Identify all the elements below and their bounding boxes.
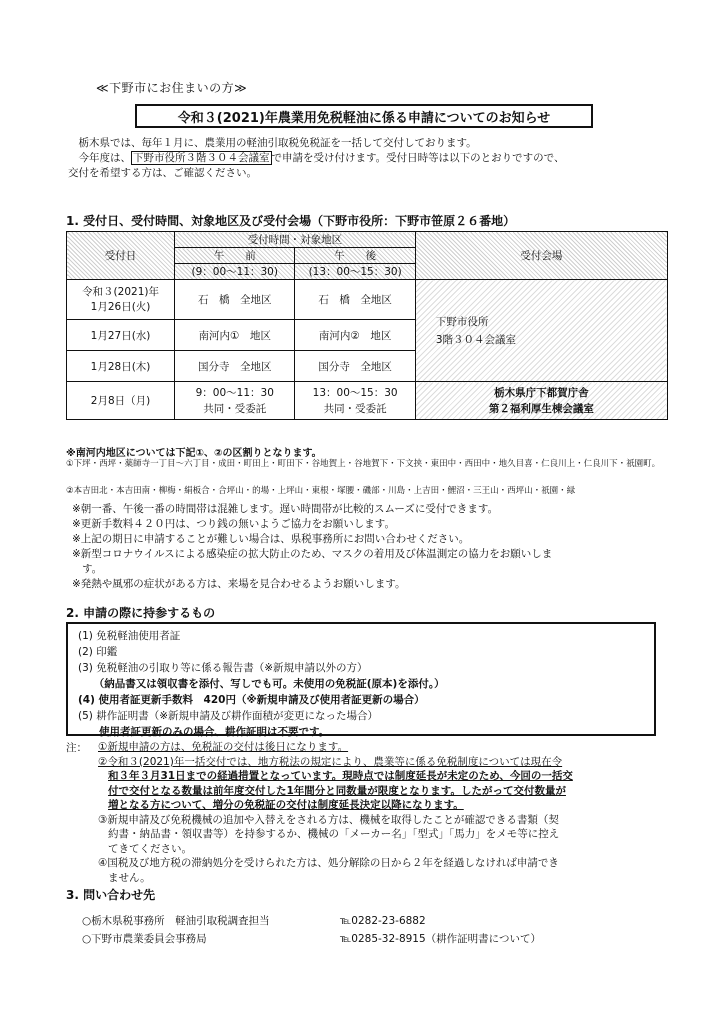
row-am: 石 橋 全地区 bbox=[175, 280, 295, 320]
header-time-area: 受付時間・対象地区 bbox=[175, 232, 416, 248]
area-1-list: ①下坪・西坪・薬師寺一丁目～六丁目・成田・町田上・町田下・谷地賀上・谷地賀下・下文挟・東田中・西田中・地久目喜・仁良川上・仁良川下・祇園町。 bbox=[66, 459, 661, 469]
row-date: 令和３(2021)年 1月26日(火) bbox=[67, 280, 175, 320]
caution-line: ③新規申請及び免税機械の追加や入替えをされる方は、機械を取得したことが確認できる書類（契 bbox=[98, 813, 559, 826]
note-line: す。 bbox=[82, 563, 103, 575]
contact-name: ○栃木県税事務所 軽油引取税調査担当 bbox=[82, 915, 270, 927]
required-item: （納品書又は領収書を添付、写しでも可。未使用の免税証(原本)を添付。） bbox=[78, 678, 445, 690]
note-line: ※上記の期日に申請することが難しい場合は、県税事務所にお問い合わせください。 bbox=[72, 533, 470, 545]
section-2-notes bbox=[98, 740, 698, 885]
row-am: 南河内① 地区 bbox=[175, 320, 295, 351]
row-pm: 石 橋 全地区 bbox=[295, 280, 415, 320]
venue-city-hall: 下野市役所 3階３０４会議室 bbox=[415, 280, 667, 382]
section-3-heading: 3. 問い合わせ先 bbox=[66, 888, 156, 902]
section-1-heading: 1. 受付日、受付時間、対象地区及び受付会場（下野市役所：下野市笹原２６番地） bbox=[66, 214, 516, 228]
row-am: 国分寺 全地区 bbox=[175, 351, 295, 382]
notes-label: 注： bbox=[66, 742, 87, 754]
area-2-list: ②本吉田北・本吉田南・柳梅・絹板合・合坪山・的場・上坪山・東根・塚腰・磯部・川島・上吉田・鯉沼・三王山・西坪山・祇園・緑 bbox=[66, 486, 576, 496]
audience-label: ≪下野市にお住まいの方≫ bbox=[96, 81, 248, 95]
caution-line: 増となる方について、増分の免税証の交付は制度延長決定以降になります。 bbox=[108, 799, 464, 811]
intro-line-3 bbox=[68, 166, 668, 181]
contact-row bbox=[82, 930, 541, 948]
intro-line-2a: 今年度は、 bbox=[78, 152, 131, 164]
contact-row bbox=[82, 912, 426, 930]
caution-line: てきてください。 bbox=[108, 842, 192, 855]
caution-line: 付で交付となる数量は前年度交付した1年間分と同数量が限度となります。したがって交付数量が bbox=[108, 784, 566, 797]
contact-phone: ℡0282-23-6882 bbox=[340, 915, 426, 927]
caution-line: ④国税及び地方税の滞納処分を受けられた方は、処分解除の日から２年を経過しなければ申請でき bbox=[98, 857, 559, 869]
row-pm: 13：00～15：30 共同・受委託 bbox=[295, 382, 415, 420]
row-date: 1月28日(木) bbox=[67, 351, 175, 382]
table-row bbox=[67, 280, 668, 320]
header-date: 受付日 bbox=[67, 232, 175, 280]
notice-title bbox=[135, 104, 593, 128]
required-item: 使用者証更新のみの場合、耕作証明は不要です。 bbox=[78, 726, 330, 738]
header-am: 午 前 bbox=[175, 248, 295, 264]
row-date: 2月8日（月) bbox=[67, 382, 175, 420]
caution-line: 和３年３月31日までの経過措置となっています。現時点では制度延長が未定のため、今回の一括交 bbox=[108, 770, 573, 782]
section-1-notes bbox=[72, 502, 676, 592]
venue-highlight: 下野市役所３階３０４会議室 bbox=[133, 152, 270, 164]
intro-paragraph bbox=[68, 136, 668, 181]
header-venue: 受付会場 bbox=[415, 232, 667, 280]
contact-phone: ℡0285-32-8915（耕作証明書について） bbox=[340, 933, 541, 945]
header-pm: 午 後 bbox=[295, 248, 415, 264]
caution-line: ①新規申請の方は、免税証の交付は後日になります。 bbox=[98, 741, 349, 753]
intro-line-3-text: 交付を希望する方は、ご確認ください。 bbox=[68, 167, 257, 179]
required-item: (1) 免税軽油使用者証 bbox=[78, 630, 181, 642]
note-line: ※発熱や風邪の症状がある方は、来場を見合わせるようお願いします。 bbox=[72, 578, 406, 590]
section-2-heading: 2. 申請の際に持参するもの bbox=[66, 606, 216, 620]
venue-prefectural-office: 栃木県庁下都賀庁舎 第２福利厚生棟会議室 bbox=[415, 382, 667, 420]
row-am: 9：00～11：30 共同・受委託 bbox=[175, 382, 295, 420]
table-row bbox=[67, 382, 668, 420]
notice-title-text: 令和３(2021)年農業用免税軽油に係る申請についてのお知らせ bbox=[177, 110, 551, 126]
row-pm: 南河内② 地区 bbox=[295, 320, 415, 351]
note-line: ※更新手数料４２０円は、つり銭の無いようご協力をお願いします。 bbox=[72, 518, 395, 530]
required-item: (4) 使用者証更新手数料 420円（※新規申請及び使用者証更新の場合） bbox=[78, 694, 425, 706]
required-item: (2) 印鑑 bbox=[78, 646, 118, 658]
caution-line: ません。 bbox=[108, 871, 151, 884]
required-item: (5) 耕作証明書（※新規申請及び耕作面積が変更になった場合） bbox=[78, 710, 379, 722]
intro-line-2 bbox=[68, 151, 668, 166]
note-line: ※新型コロナウイルスによる感染症の拡大防止のため、マスクの着用及び体温測定の協力をお願いしま bbox=[72, 548, 553, 560]
contact-list bbox=[82, 912, 541, 948]
caution-line: 約書・納品書・領収書等）を持参するか、機械の「メーカー名」「型式」「馬力」をメモ等に控え bbox=[108, 828, 560, 840]
intro-line-2c: で申請を受け付けます。受付日時等は以下のとおりですので、 bbox=[271, 152, 565, 164]
row-date: 1月27日(水) bbox=[67, 320, 175, 351]
required-items-box bbox=[66, 622, 656, 736]
intro-line-1-text: 栃木県では、毎年１月に、農業用の軽油引取税免税証を一括して交付しております。 bbox=[78, 137, 477, 149]
required-item: (3) 免税軽油の引取り等に係る報告書（※新規申請以外の方） bbox=[78, 662, 368, 674]
row-pm: 国分寺 全地区 bbox=[295, 351, 415, 382]
note-line: ※朝一番、午後一番の時間帯は混雑します。遅い時間帯が比較的スムーズに受付できます。 bbox=[72, 503, 499, 515]
header-am-time: (9：00～11：30) bbox=[175, 264, 295, 280]
contact-name: ○下野市農業委員会事務局 bbox=[82, 933, 207, 945]
caution-line: ②令和３(2021)年一括交付では、地方税法の規定により、農業等に係る免税制度については現在令 bbox=[98, 755, 563, 768]
intro-line-1 bbox=[68, 136, 668, 151]
header-pm-time: (13：00～15：30) bbox=[295, 264, 415, 280]
schedule-table bbox=[66, 231, 668, 420]
area-note: ※南河内地区については下記①、②の区割りとなります。 bbox=[66, 448, 322, 459]
